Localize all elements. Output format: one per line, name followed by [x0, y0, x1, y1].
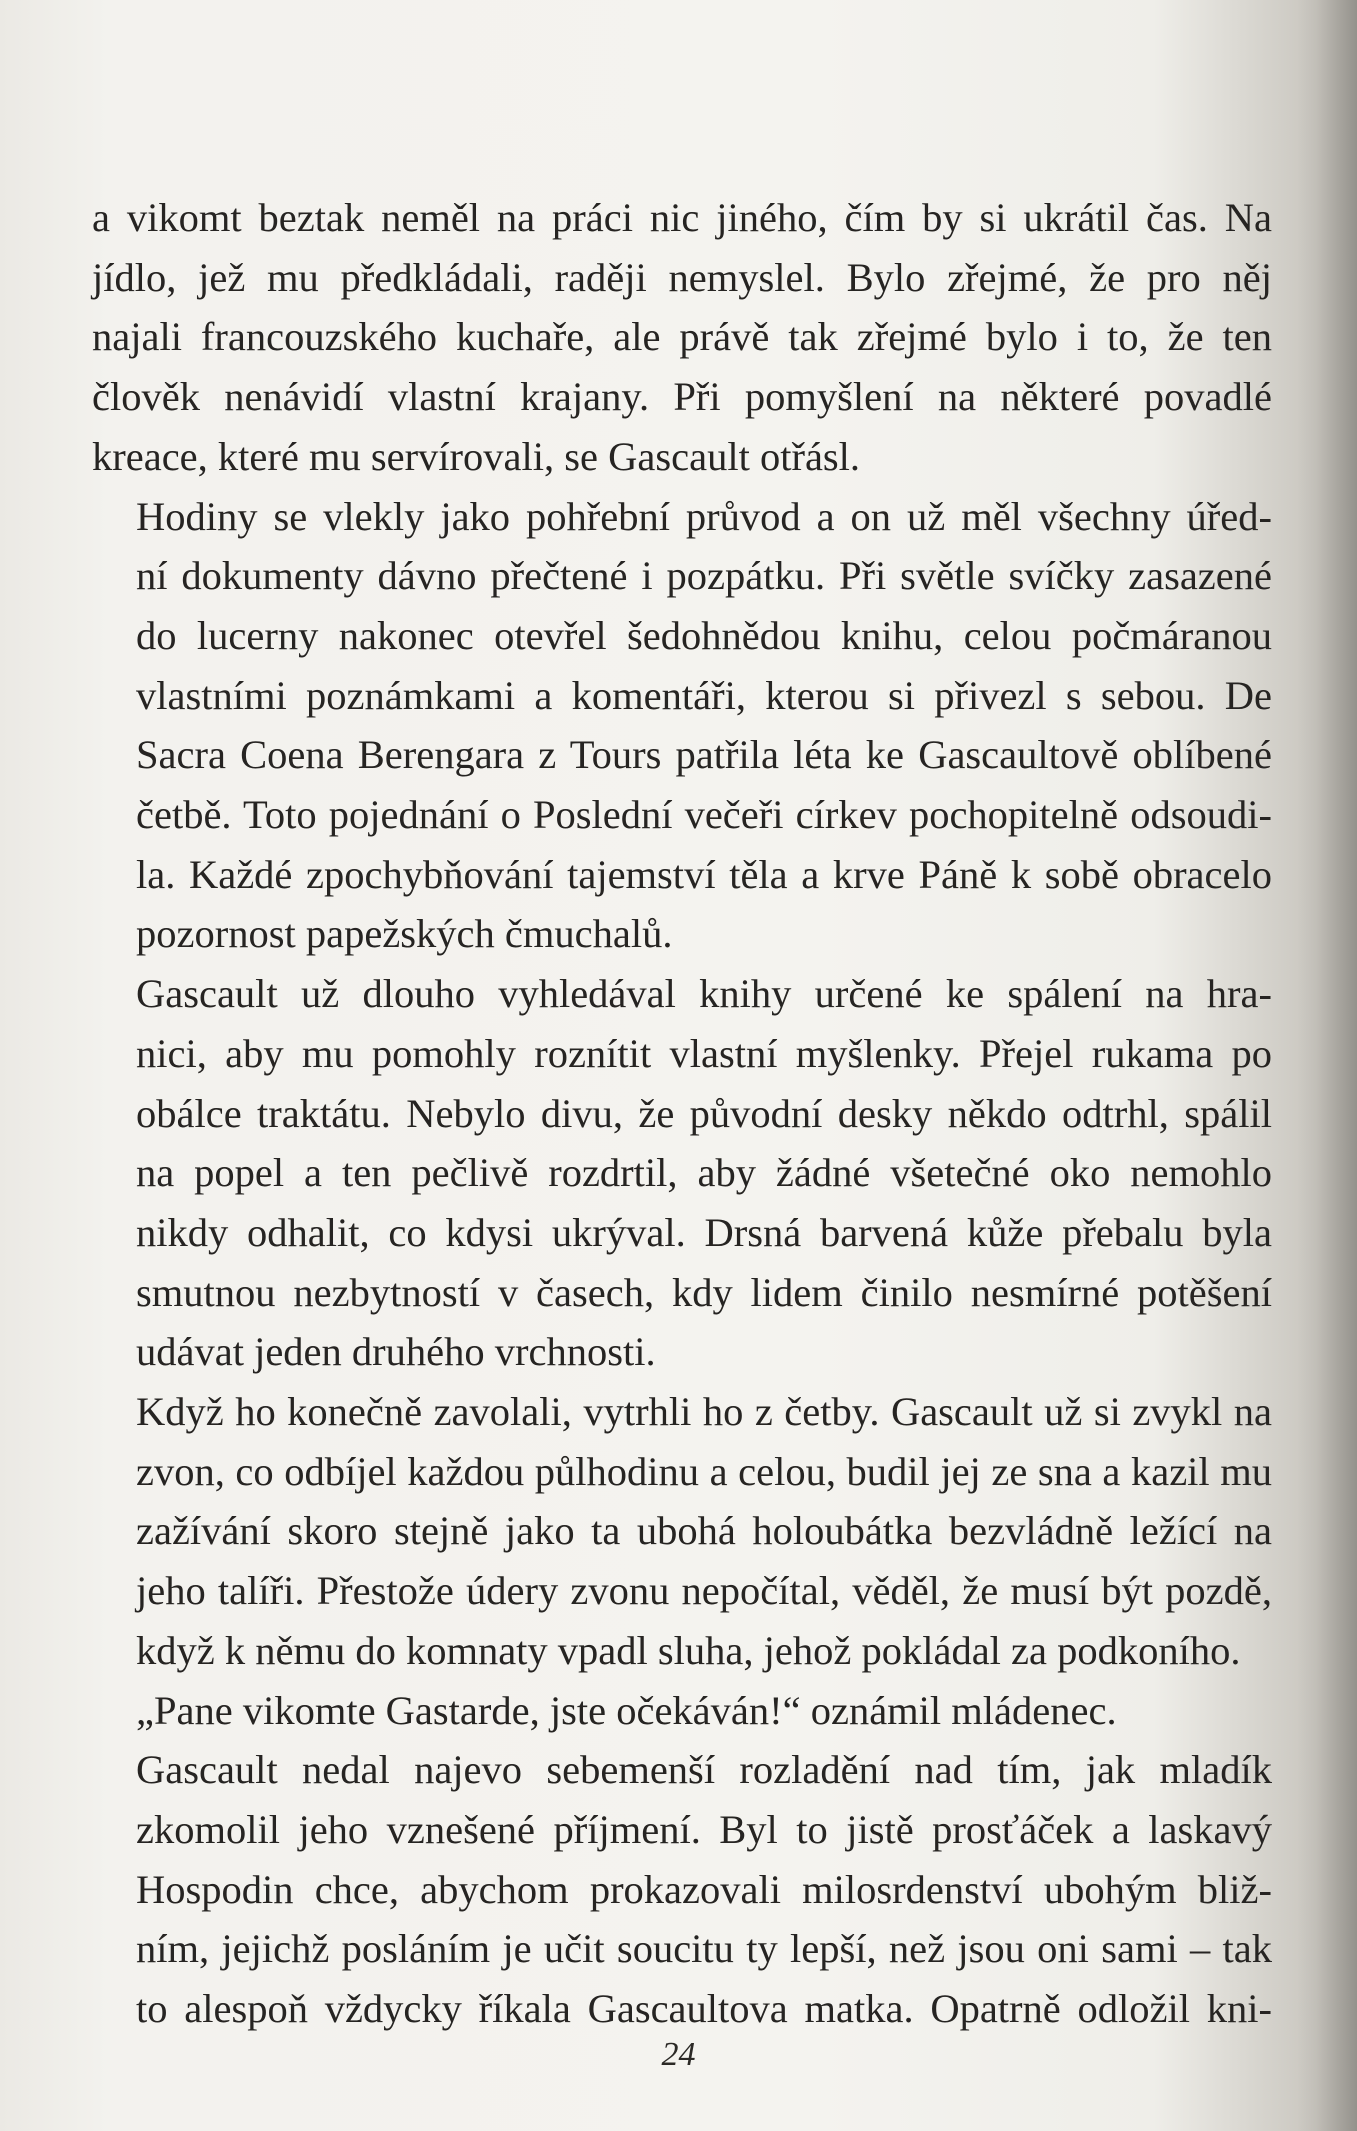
paragraph-1 — [92, 188, 1272, 487]
page-number: 24 — [661, 2036, 696, 2073]
paragraph-5 — [92, 1681, 1272, 1741]
text-line: zažívání skoro stejně jako ta ubohá holoubátka bezvládně ležící na — [136, 1508, 1272, 1554]
text-line: ní dokumenty dávno přečtené i pozpátku. Při světle svíčky zasazené — [136, 553, 1272, 599]
text-line: Gascault už dlouho vyhledával knihy určené ke spálení na hra- — [136, 971, 1272, 1017]
paragraph-3 — [92, 964, 1272, 1382]
paragraph-6 — [92, 1740, 1272, 2039]
page-edge-shadow — [1297, 0, 1357, 2131]
text-line: nikdy odhalit, co kdysi ukrýval. Drsná barvená kůže přebalu byla — [136, 1209, 1272, 1255]
text-line: zvon, co odbíjel každou půlhodinu a celou, budil jej ze sna a kazil mu — [136, 1448, 1272, 1494]
text-line: to alespoň vždycky říkala Gascaultova matka. Opatrně odložil kni- — [136, 1986, 1272, 2032]
text-line: „Pane vikomte Gastarde, jste očekáván!“ oznámil mládenec. — [136, 1687, 1117, 1733]
text-line: udávat jeden druhého vrchnosti. — [136, 1329, 656, 1375]
text-line: kreace, které mu servírovali, se Gascault otřásl. — [92, 433, 861, 479]
text-line: nici, aby mu pomohly roznítit vlastní myšlenky. Přejel rukama po — [136, 1030, 1272, 1076]
text-line: ním, jejichž posláním je učit soucitu ty lepší, než jsou oni sami – tak — [136, 1926, 1272, 1972]
text-line: a vikomt beztak neměl na práci nic jiného, čím by si ukrátil čas. Na — [92, 195, 1272, 240]
text-line: četbě. Toto pojednání o Poslední večeři církev pochopitelně odsoudi- — [136, 792, 1272, 838]
text-line: do lucerny nakonec otevřel šedohnědou knihu, celou počmáranou — [136, 612, 1272, 658]
text-line: jeho talíři. Přestože údery zvonu nepočítal, věděl, že musí být pozdě, — [136, 1568, 1272, 1614]
text-line: Sacra Coena Berengara z Tours patřila léta ke Gascaultově oblíbené — [136, 732, 1272, 778]
text-line: Hodiny se vlekly jako pohřební průvod a on už měl všechny úřed- — [136, 493, 1272, 539]
text-line: pozornost papežských čmuchalů. — [136, 911, 673, 957]
body-text — [92, 188, 1272, 2039]
text-line: smutnou nezbytností v časech, kdy lidem činilo nesmírné potěšení — [136, 1269, 1272, 1315]
text-line: člověk nenávidí vlastní krajany. Při pomyšlení na některé povadlé — [92, 374, 1272, 420]
text-line: Když ho konečně zavolali, vytrhli ho z četby. Gascault už si zvykl na — [136, 1389, 1272, 1435]
text-line: Hospodin chce, abychom prokazovali milosrdenství ubohým bliž- — [136, 1866, 1272, 1912]
paragraph-2 — [92, 487, 1272, 965]
text-line: najali francouzského kuchaře, ale právě tak zřejmé bylo i to, že ten — [92, 314, 1272, 360]
text-line: na popel a ten pečlivě rozdrtil, aby žádné všetečné oko nemohlo — [136, 1150, 1272, 1196]
text-line: vlastními poznámkami a komentáři, kterou si přivezl s sebou. De — [136, 672, 1272, 718]
text-line: zkomolil jeho vznešené příjmení. Byl to jistě prosťáček a laskavý — [136, 1806, 1272, 1852]
text-line: Gascault nedal najevo sebemenší rozladění nad tím, jak mladík — [136, 1747, 1272, 1793]
paragraph-4 — [92, 1382, 1272, 1681]
text-line: když k němu do komnaty vpadl sluha, jehož pokládal za podkoního. — [136, 1627, 1241, 1673]
text-line: jídlo, jež mu předkládali, raději nemyslel. Bylo zřejmé, že pro něj — [92, 254, 1272, 300]
text-line: la. Každé zpochybňování tajemství těla a krve Páně k sobě obracelo — [136, 851, 1272, 897]
text-line: obálce traktátu. Nebylo divu, že původní desky někdo odtrhl, spálil — [136, 1090, 1272, 1136]
